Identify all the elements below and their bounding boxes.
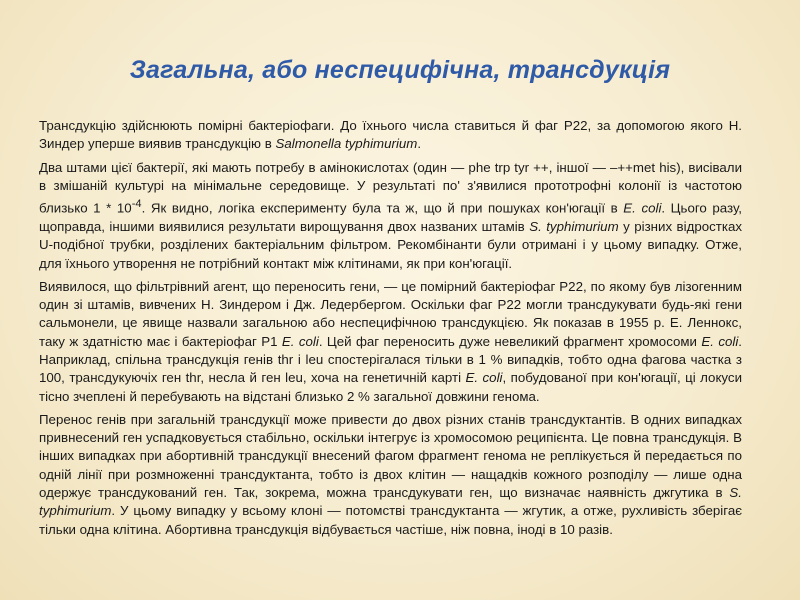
- text-run: . У цьому випадку у всьому клоні — потомстві трансдуктанта — жгутик, а отже, рухливість зберігає тільки одна клітина. Абортивна трансдукція відбувається частіше, ніж повна, іноді в 10 разів.: [39, 503, 742, 537]
- paragraph-1: [39, 117, 742, 154]
- text-run: .: [417, 136, 422, 152]
- slide-body: [39, 117, 742, 544]
- paragraph-3: [39, 278, 742, 406]
- species-name: E. coli: [465, 370, 503, 386]
- species-name: E. coli: [701, 333, 739, 349]
- exponent: -4: [131, 198, 142, 211]
- text-run: у різних відростках U-подібної трубки, розділених бактеріальним фільтром. Рекомбінанти були отримані і у цьому випадку. Отже, для їхнього утворення не потрібний контакт між клітинами, як при кон'югації.: [39, 218, 743, 271]
- species-name: Salmonella typhimurium: [275, 136, 418, 152]
- species-name: S. typhimurium: [529, 218, 619, 234]
- text-run: Виявилося, що фільтрівний агент, що переносить гени, — це помірний бактеріофаг Р22, по якому був лізогенним один зі штамів, вивчених Н. Зиндером і Дж. Ледербергом. Оскільки фаг Р22 могли трансдукувати будь-які гени сальмонели, це явище назвали загальною або неспецифічною трансдукцією. Як показав в 1955 р. Е. Леннокс, таку ж здатністю має і бактеріофаг P1: [39, 278, 742, 349]
- text-run: Два штами цієї бактерії, які мають потребу в амінокислотах (один — phe trp tyr ++, іншої — –++met his), висівали в змішаній культурі на мінімальне середовище. У результаті по' з'явилися прототрофні колонії із частотою близько 1 * 10: [39, 159, 742, 216]
- species-name: E. coli: [281, 333, 319, 349]
- paragraph-2: [39, 159, 742, 273]
- paragraph-4: [39, 411, 742, 539]
- text-run: , побудованої при кон'югації, ці локуси тісно зчеплені й перебувають на відстані близько 2 % загальної довжини генома.: [39, 370, 742, 404]
- text-run: . Наприклад, спільна трансдукція генів thr і leu спостерігалася тільки в 1 % випадків, тобто одна фагова частка з 100, трансдукуючіх ген thr, несла й ген leu, хоча на генетичній карті: [39, 333, 742, 386]
- text-run: Перенос генів при загальній трансдукції може привести до двох різних станів трансдуктантів. В одних випадках привнесений ген успадковується стабільно, оскільки інтегрує із хромосомою реципієнта. Це повна трансдукція. В інших випадках при абортивній трансдукції внесений фагом фрагмент генома не реплікується й передається по одній лінії при розмноженні трансдуктанта, тобто із двох клітин — нащадків кожного розподілу — лише одна одержує трансдукований ген. Так, зокрема, можна трансдукувати ген, що визначає наявність джгутика в: [39, 411, 742, 501]
- slide-title: Загальна, або неспецифічна, трансдукція: [129, 56, 671, 84]
- species-name: S. typhimurium: [39, 485, 742, 519]
- text-run: Трансдукцію здійснюють помірні бактеріофаги. До їхнього числа ставиться й фаг Р22, за допомогою якого Н. Зиндер уперше виявив трансдукцію в: [39, 118, 742, 152]
- text-run: . Цей фаг переносить дуже невеликий фрагмент хромосоми: [318, 333, 702, 349]
- text-run: . Цього разу, щоправда, іншими виявилися результати вирощування двох названих штамів: [39, 200, 742, 234]
- species-name: E. coli: [623, 200, 662, 216]
- text-run: . Як видно, логіка експерименту була та ж, що й при пошуках кон'югації в: [141, 200, 624, 216]
